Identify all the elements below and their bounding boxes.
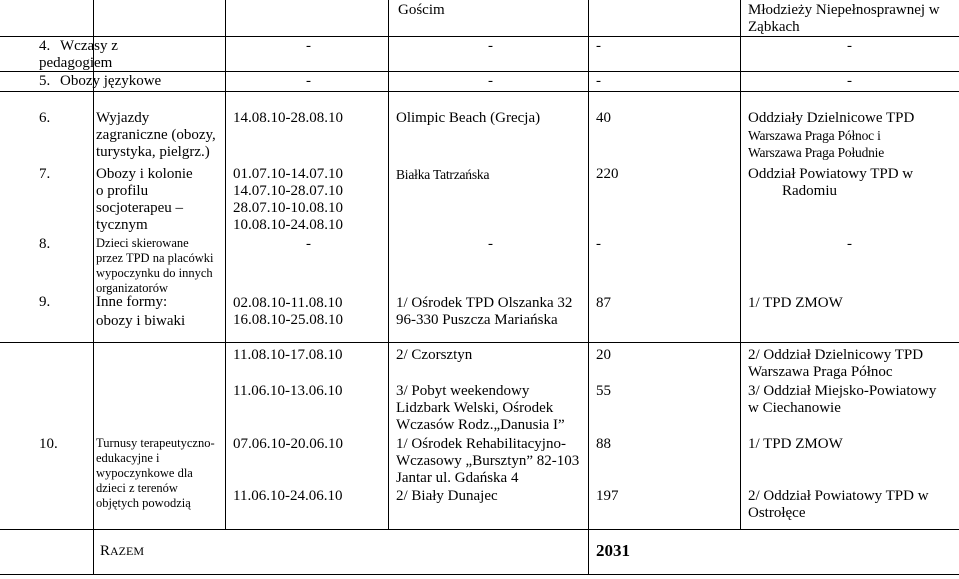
row-line [0, 574, 959, 575]
date: 14.08.10-28.08.10 [233, 110, 343, 126]
col-line [225, 0, 226, 529]
row-line [0, 342, 959, 343]
date: 07.06.10-20.06.10 [233, 436, 343, 452]
top-cell-text: Ząbkach [748, 19, 800, 35]
count: 197 [596, 488, 619, 504]
col-line [588, 0, 589, 574]
place: Lidzbark Welski, Ośrodek [396, 400, 554, 416]
row-line [0, 529, 959, 530]
top-cell-text: Młodzieży Niepełnosprawnej w [748, 2, 940, 18]
row-number: 6. [39, 110, 51, 126]
form-name: pedagogiem [39, 55, 113, 71]
place: 96-330 Puszcza Mariańska [396, 312, 558, 328]
row-number: 9. [39, 294, 51, 310]
form-name: Dzieci skierowane [96, 236, 189, 250]
place: 3/ Pobyt weekendowy [396, 383, 530, 399]
count: 55 [596, 383, 611, 399]
place: 1/ Ośrodek TPD Olszanka 32 [396, 295, 573, 311]
place: 1/ Ośrodek Rehabilitacyjno- [396, 436, 566, 452]
form-name: wypoczynku do innych [96, 266, 213, 280]
organizer: Oddział Powiatowy TPD w [748, 166, 914, 182]
form-name: Turnusy terapeutyczno- [96, 436, 215, 450]
form-name: przez TPD na placówki [96, 251, 214, 265]
row-number: 7. [39, 166, 51, 182]
organizer: 2/ Oddział Dzielnicowy TPD [748, 347, 924, 363]
dash: - [596, 73, 601, 89]
date: 01.07.10-14.07.10 [233, 166, 343, 182]
form-name: objętych powodzią [96, 496, 191, 510]
form-name: tycznym [96, 217, 148, 233]
row-line [0, 71, 959, 72]
date: 11.08.10-17.08.10 [233, 347, 343, 363]
dash: - [847, 38, 852, 54]
organizer: Oddziały Dzielnicowe TPD [748, 110, 915, 126]
total-label [100, 543, 144, 560]
place: Wczasów Rodz.„Danusia I” [396, 417, 565, 433]
dash: - [306, 38, 311, 54]
dash: - [488, 38, 493, 54]
form-name: Wczasy z [60, 38, 118, 54]
count: 20 [596, 347, 611, 363]
col-line [388, 0, 389, 529]
count: 220 [596, 166, 619, 182]
top-cell-text: Gościm [398, 2, 445, 18]
row-number: 8. [39, 236, 51, 252]
organizer: 1/ TPD ZMOW [748, 436, 843, 452]
total-value: 2031 [596, 541, 630, 560]
form-name: o profilu [96, 183, 149, 199]
organizer: 2/ Oddział Powiatowy TPD w [748, 488, 929, 504]
form-name: edukacyjne i [96, 451, 160, 465]
date: 11.06.10-24.06.10 [233, 488, 343, 504]
form-name: obozy i biwaki [96, 313, 186, 329]
dash: - [847, 236, 852, 252]
place: 2/ Biały Dunajec [396, 488, 498, 504]
dash: - [488, 236, 493, 252]
col-line [740, 0, 741, 529]
form-name: Inne formy: [96, 294, 168, 310]
row-line [0, 91, 959, 92]
count: 40 [596, 110, 611, 126]
row-line [0, 36, 959, 37]
dash: - [847, 73, 852, 89]
form-name: Wyjazdy [96, 110, 150, 126]
place: Wczasowy „Bursztyn” 82-103 [396, 453, 580, 469]
organizer: Warszawa Praga Północ [748, 364, 893, 380]
form-name: Obozy językowe [60, 73, 162, 89]
total-label-rest: AZEM [110, 544, 145, 558]
form-name: turystyka, pielgrz.) [96, 144, 210, 160]
form-name: socjoterapeu – [96, 200, 184, 216]
dash: - [596, 236, 601, 252]
form-name: wypoczynkowe dla [96, 466, 193, 480]
place: Jantar ul. Gdańska 4 [396, 470, 519, 486]
organizer: 3/ Oddział Miejsko-Powiatowy [748, 383, 937, 399]
row-number: 5. [39, 73, 51, 89]
date: 16.08.10-25.08.10 [233, 312, 343, 328]
date: 11.06.10-13.06.10 [233, 383, 343, 399]
dash: - [488, 73, 493, 89]
count: 87 [596, 295, 611, 311]
row-number: 4. [39, 38, 51, 54]
form-name: organizatorów [96, 281, 168, 295]
organizer: Ostrołęce [748, 505, 806, 521]
count: 88 [596, 436, 611, 452]
dash: - [306, 73, 311, 89]
dash: - [596, 38, 601, 54]
place: Olimpic Beach (Grecja) [396, 110, 541, 126]
place: 2/ Czorsztyn [396, 347, 473, 363]
form-name: zagraniczne (obozy, [96, 127, 216, 143]
date: 28.07.10-10.08.10 [233, 200, 343, 216]
form-name: dzieci z terenów [96, 481, 178, 495]
organizer: Warszawa Praga Północ i [748, 128, 881, 143]
date: 10.08.10-24.08.10 [233, 217, 343, 233]
date: 02.08.10-11.08.10 [233, 295, 343, 311]
dash: - [306, 236, 311, 252]
organizer: 1/ TPD ZMOW [748, 295, 843, 311]
row-number: 10. [39, 436, 58, 452]
form-name: Obozy i kolonie [96, 166, 193, 182]
organizer: Radomiu [782, 183, 837, 199]
date: 14.07.10-28.07.10 [233, 183, 343, 199]
total-label-initial: R [100, 543, 111, 559]
organizer: Warszawa Praga Południe [748, 145, 885, 160]
place: Białka Tatrzańska [396, 167, 490, 182]
organizer: w Ciechanowie [748, 400, 841, 416]
